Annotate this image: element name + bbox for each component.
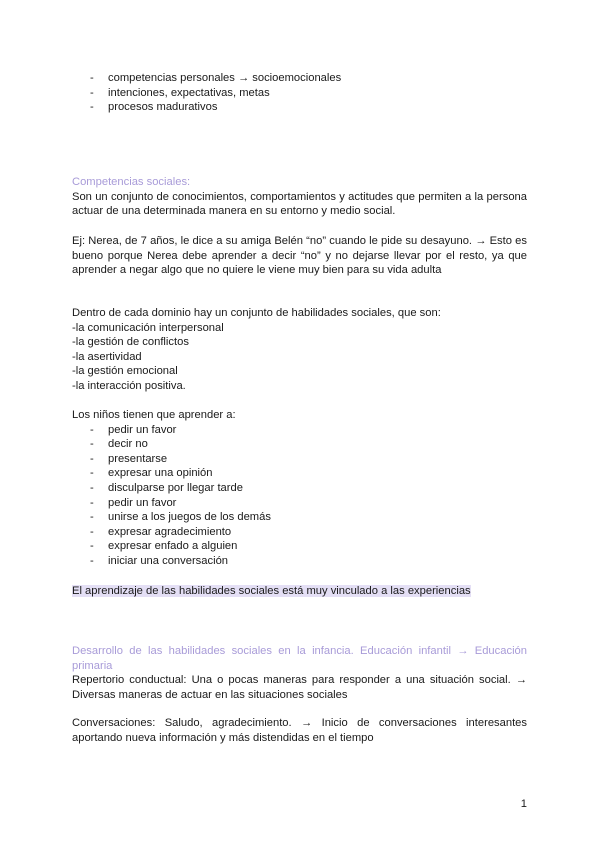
section-desarrollo <box>72 644 527 702</box>
dash-mark: - <box>90 540 94 553</box>
conversations-paragraph: Conversaciones: Saludo, agradecimiento. → Inicio de conversaciones interesantes aportando nueva información y más distendidas en el tiempo <box>72 717 527 744</box>
list-item: - intenciones, expectativas, metas <box>90 86 270 99</box>
dash-mark: - <box>90 452 94 465</box>
top-list <box>72 71 527 115</box>
dash-mark: - <box>90 554 94 567</box>
list-item: - pedir un favor <box>90 496 177 509</box>
children-block <box>72 408 527 569</box>
highlighted-text: El aprendizaje de las habilidades sociales está muy vinculado a las experiencias <box>72 585 471 597</box>
dash-mark: - <box>90 438 94 451</box>
example-paragraph: Ej: Nerea, de 7 años, le dice a su amiga Belén “no” cuando le pide su desayuno. → Esto es bueno porque Nerea debe aprender a decir “no” y no dejarse llevar por el resto, ya que aprender a negar algo que no quiere le viene muy bien para su vida adulta <box>72 235 527 277</box>
list-item: - competencias personales → socioemocionales <box>90 72 342 84</box>
children-intro: Los niños tienen que aprender a: <box>72 409 236 421</box>
list-item: - procesos madurativos <box>90 101 218 114</box>
dash-mark: - <box>90 481 94 494</box>
dash-mark: - <box>90 101 94 114</box>
dash-mark: - <box>90 511 94 524</box>
domains-intro: Dentro de cada dominio hay un conjunto de habilidades sociales, que son: <box>72 307 441 319</box>
list-item: - presentarse <box>90 452 168 465</box>
section-competencias <box>72 175 527 219</box>
domain-item: -la gestión de conflictos <box>72 336 189 349</box>
list-item: - unirse a los juegos de los demás <box>90 511 271 524</box>
list-item: - decir no <box>90 438 148 451</box>
dash-mark: - <box>90 86 94 99</box>
conversations-block <box>72 716 527 745</box>
dash-mark: - <box>90 72 94 84</box>
highlight-block <box>72 584 527 599</box>
page-number: 1 <box>520 798 527 810</box>
list-item: - expresar una opinión <box>90 467 213 480</box>
definition-paragraph: Son un conjunto de conocimientos, comportamientos y actitudes que permiten a la persona actuar de una determinada manera en su entorno y medio social. <box>72 190 527 218</box>
domains-block <box>72 306 527 394</box>
domain-item: -la interacción positiva. <box>72 379 186 392</box>
list-item: - disculparse por llegar tarde <box>90 481 243 494</box>
repertoire-paragraph: Repertorio conductual: Una o pocas maneras para responder a una situación social. → Diversas maneras de actuar en las situaciones sociales <box>72 674 527 701</box>
list-item: - expresar enfado a alguien <box>90 540 238 553</box>
dash-mark: - <box>90 525 94 538</box>
dash-mark: - <box>90 467 94 480</box>
section-heading: Desarrollo de las habilidades sociales en la infancia. Educación infantil → Educación primaria <box>72 645 527 672</box>
dash-mark: - <box>90 423 94 436</box>
domain-item: -la comunicación interpersonal <box>72 321 224 334</box>
example-block <box>72 234 527 278</box>
domain-item: -la gestión emocional <box>72 365 178 378</box>
list-item: - pedir un favor <box>90 423 177 436</box>
section-heading: Competencias sociales: <box>72 176 191 188</box>
list-item: - expresar agradecimiento <box>90 525 232 538</box>
list-item: - iniciar una conversación <box>90 554 229 567</box>
dash-mark: - <box>90 496 94 509</box>
domain-item: -la asertividad <box>72 350 142 363</box>
